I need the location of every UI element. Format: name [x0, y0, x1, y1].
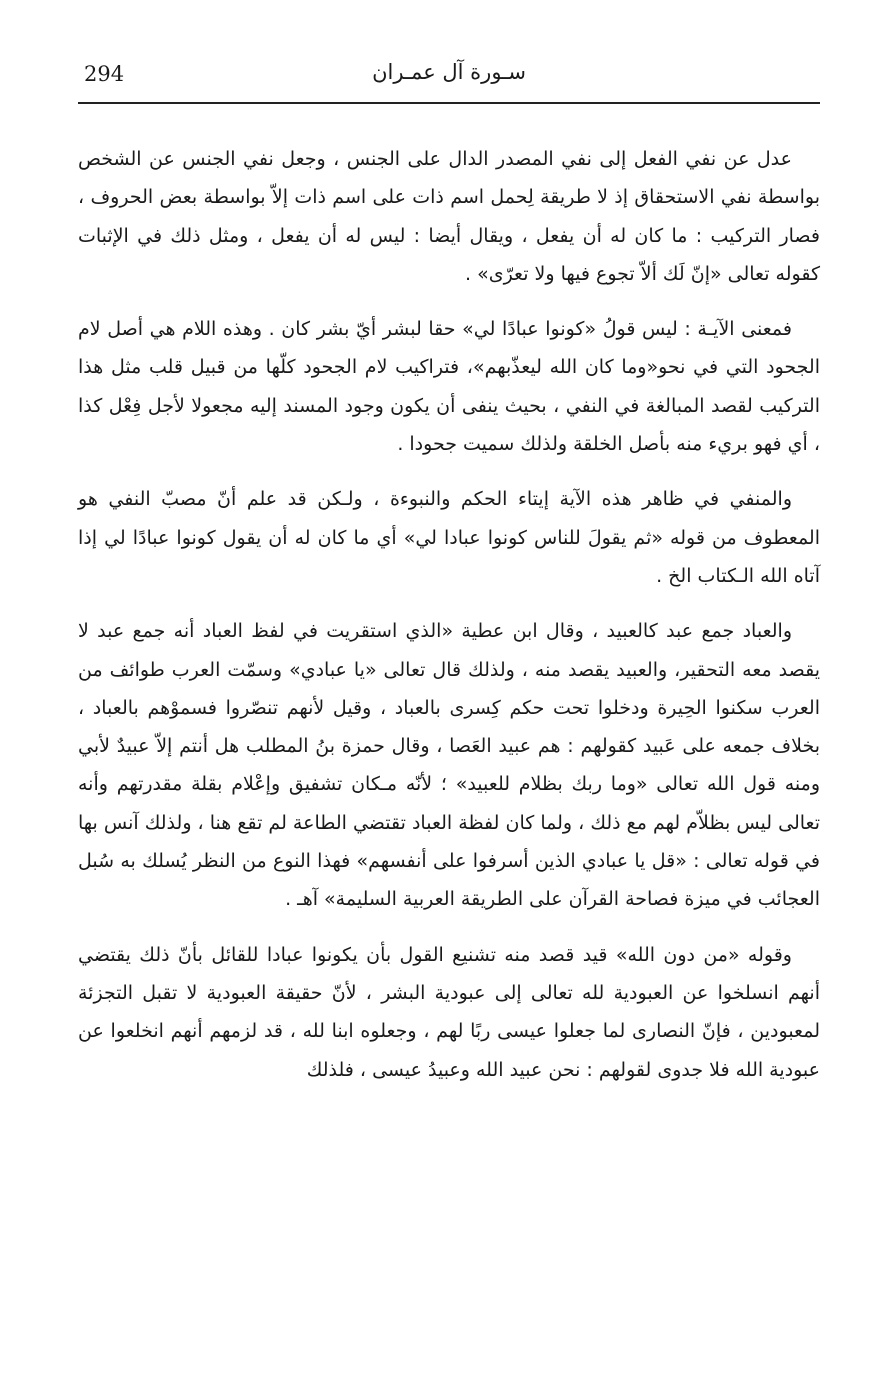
paragraph: عدل عن نفي الفعل إلى نفي المصدر الدال على الجنس ، وجعل نفي الجنس عن الشخص بواسطة نفي الاستحقاق إذ لا طريقة لِحمل اسم ذات على اسم ذات إلاّ بواسطة بعض الحروف ، فصار التركيب : ما كان له أن يفعل ، ويقال أيضا : ليس له أن يفعل ، ومثل ذلك في الإثبات كقوله تعالى «إنّ لَك ألاّ تجوع فيها ولا تعرّى» .: [78, 148, 820, 285]
paragraph: والمنفي في ظاهر هذه الآية إيتاء الحكم والنبوءة ، ولـكن قد علم أنّ مصبّ النفي هو المعطوف من قوله «ثم يقولَ للناس كونوا عبادا لي» أي ما كان له أن يقول كونوا عبادًا لي إذا آتاه الله الـكتاب الخ .: [78, 488, 820, 587]
body-text: [78, 140, 820, 1089]
page-number: 294: [84, 62, 125, 86]
paragraph: والعباد جمع عبد كالعبيد ، وقال ابن عطية «الذي استقريت في لفظ العباد أنه جمع عبد لا يقصد معه التحقير، والعبيد يقصد منه ، ولذلك قال تعالى «يا عبادي» وسمّت العرب طوائف من العرب سكنوا الحِيرة ودخلوا تحت حكم كِسرى بالعباد ، وقيل لأنهم تنصّروا فسموْهم بالعباد ، بخلاف جمعه على عَبيد كقولهم : هم عبيد العَصا ، وقال حمزة بنُ المطلب هل أنتم إلاّ عبيدٌ لأبي ومنه قول الله تعالى «وما ربك بظلام للعبيد» ؛ لأنّه مـكان تشفيق وإعْلام بقلة مقدرتهم وأنه تعالى ليس بظلاّم لهم مع ذلك ، ولما كان لفظة العباد تقتضي الطاعة لم تقع هنا ، ولذلك آنس بها في قوله تعالى : «قل يا عبادي الذين أسرفوا على أنفسهم» فهذا النوع من النظر يُسلك به سُبل العجائب في ميزة فصاحة القرآن على الطريقة العربية السليمة» آهـ .: [78, 620, 820, 911]
running-title: سـورة آل عمـران: [372, 60, 526, 84]
page-header: [78, 58, 820, 104]
paragraph: فمعنى الآيـة : ليس قولُ «كونوا عبادًا لي» حقا لبشر أيّ بشر كان . وهذه اللام هي أصل لام الجحود التي في نحو«وما كان الله ليعذّبهم»، فتراكيب لام الجحود كلّها من قبيل قلب مثل هذا التركيب لقصد المبالغة في النفي ، بحيث ينفى أن يكون وجود المسند إليه مجعولا لأجل فِعْل كذا ، أي فهو بريء منه بأصل الخلقة ولذلك سميت جحودا .: [78, 318, 820, 456]
paragraph: وقوله «من دون الله» قيد قصد منه تشنيع القول بأن يكونوا عبادا للقائل بأنّ ذلك يقتضي أنهم انسلخوا عن العبودية لله تعالى إلى عبودية البشر ، لأنّ حقيقة العبودية لا تقبل التجزئة لمعبودين ، فإنّ النصارى لما جعلوا عيسى ربًا لهم ، وجعلوه ابنا لله ، قد لزمهم أنهم انخلعوا عن عبودية الله فلا جدوى لقولهم : نحن عبيد الله وعبيدُ عيسى ، فلذلك: [78, 943, 820, 1081]
